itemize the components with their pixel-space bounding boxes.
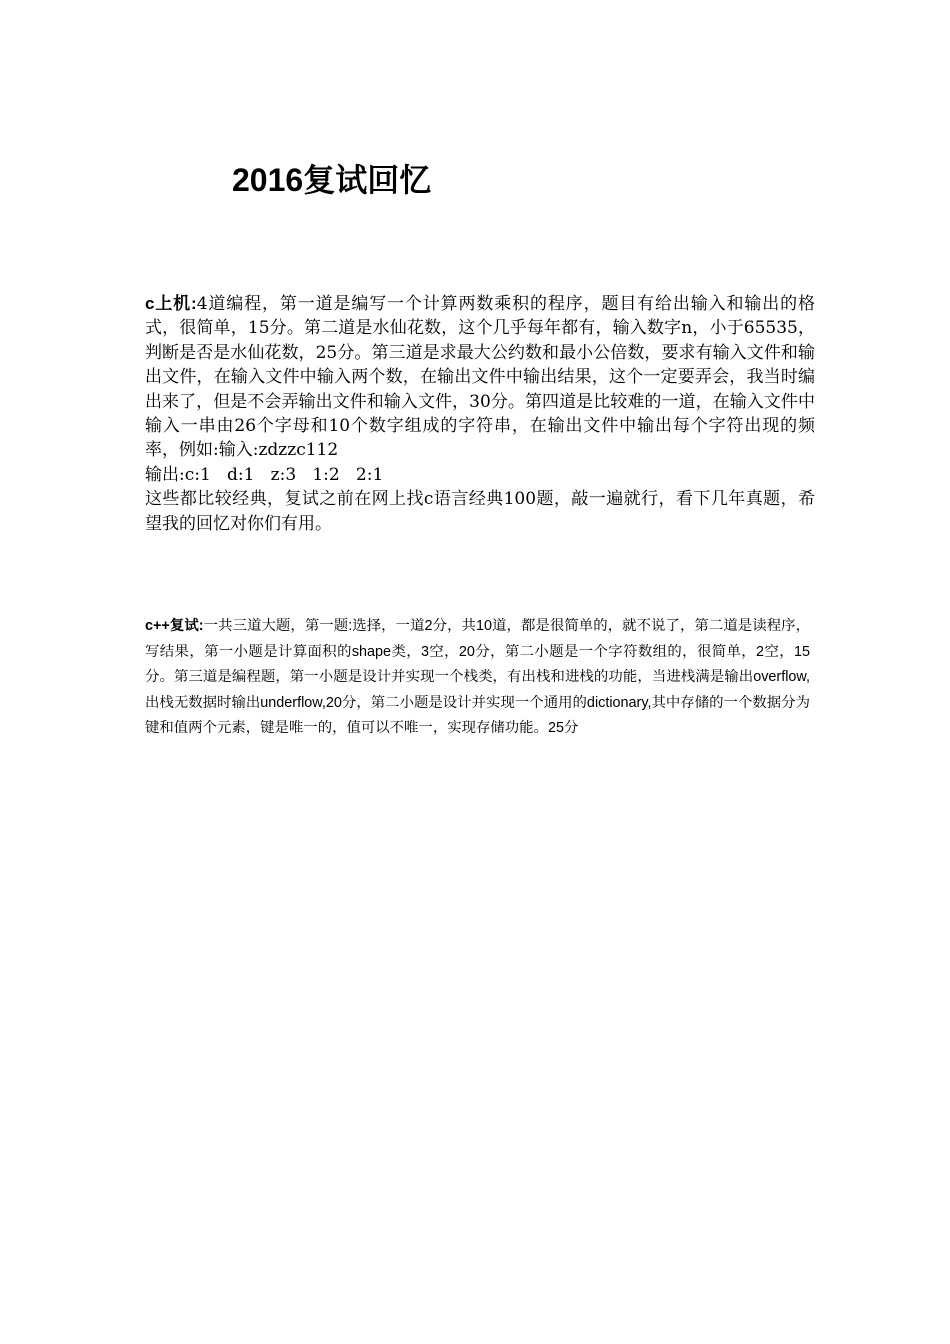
cpp-exam-label: c++复试: (145, 618, 204, 634)
c-exam-closing: 这些都比较经典，复试之前在网上找c语言经典100题，敲一遍就行，看下几年真题，希望我的回忆对你们有用。 (145, 489, 815, 534)
c-exam-label: c上机: (145, 294, 197, 313)
cpp-exam-paragraph (145, 614, 810, 742)
cpp-exam-section (145, 614, 810, 742)
document-title: 2016复试回忆 (232, 162, 432, 198)
c-exam-body: 4道编程，第一道是编写一个计算两数乘积的程序，题目有给出输入和输出的格式，很简单，15分。第二道是水仙花数，这个几乎每年都有，输入数字n，小于65535，判断是否是水仙花数，25分。第三道是求最大公约数和最小公倍数，要求有输入文件和输出文件，在输入文件中输入两个数，在输出文件中输出结果，这个一定要弄会，我当时编出来了，但是不会弄输出文件和输入文件，30分。第四道是比较难的一道，在输入文件中输入一串由26个字母和10个数字组成的字符串，在输出文件中输出每个字符出现的频率，例如:输入:zdzzc112 (145, 294, 815, 461)
cpp-exam-body: 一共三道大题，第一题:选择，一道2分，共10道，都是很简单的，就不说了，第二道是读程序，写结果，第一小题是计算面积的shape类，3空，20分，第二小题是一个字符数组的，很简单，2空，15分。第三道是编程题，第一小题是设计并实现一个栈类，有出栈和进栈的功能，当进栈满是输出overflow,出栈无数据时输出underflow,20分，第二小题是设计并实现一个通用的dictionary,其中存储的一个数据分为键和值两个元素，键是唯一的，值可以不唯一，实现存储功能。25分 (145, 618, 811, 736)
c-exam-output-line: 输出:c:1 d:1 z:3 1:2 2:1 (145, 464, 384, 485)
c-exam-paragraph (145, 292, 815, 463)
c-exam-section (145, 292, 815, 536)
